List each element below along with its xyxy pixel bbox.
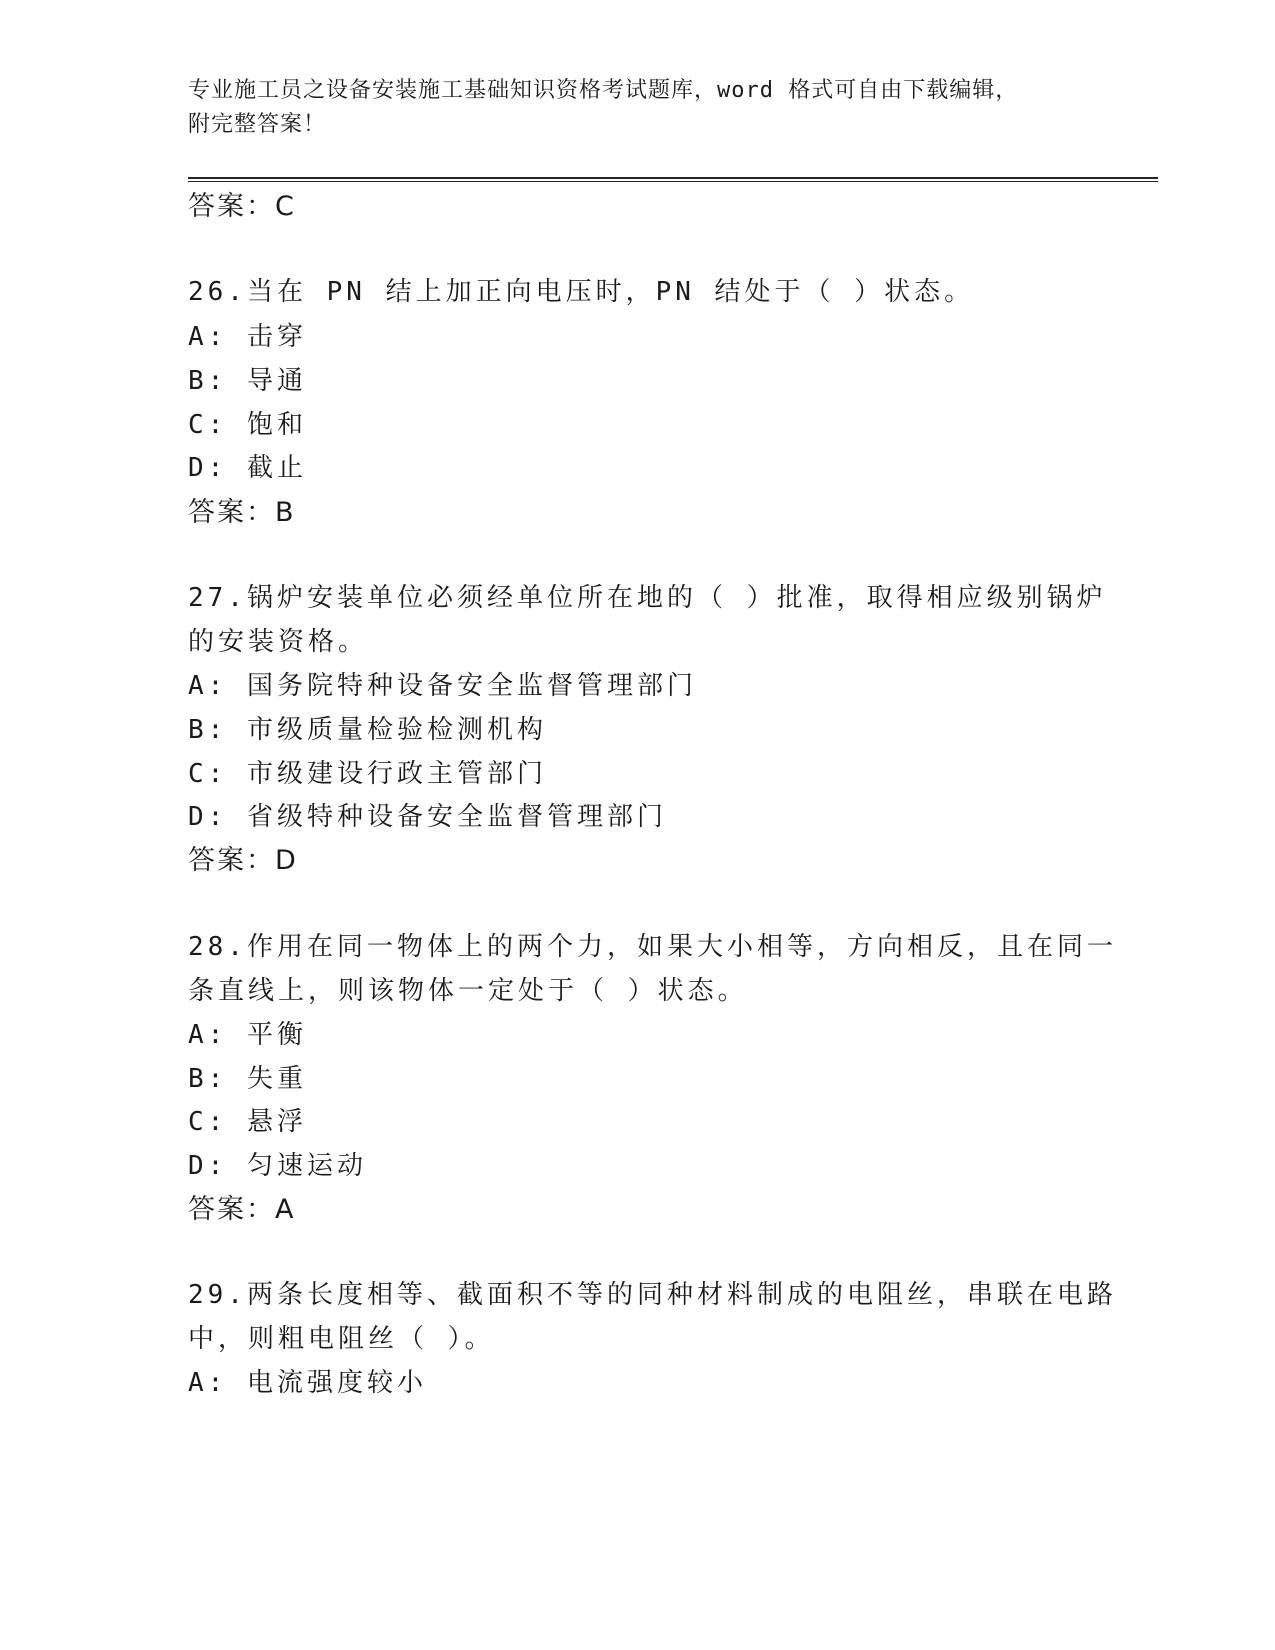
option-a: A: 国务院特种设备安全监督管理部门	[188, 671, 697, 701]
header-line-1: 专业施工员之设备安装施工基础知识资格考试题库，word 格式可自由下载编辑，	[188, 78, 1019, 103]
option-d: D: 省级特种设备安全监督管理部门	[188, 802, 667, 832]
option-d: D: 截止	[188, 453, 307, 483]
option-d: D: 匀速运动	[188, 1151, 367, 1181]
answer-line: 答案：C	[188, 191, 296, 222]
option-c: C: 市级建设行政主管部门	[188, 759, 547, 789]
question-stem: 28.作用在同一物体上的两个力，如果大小相等，方向相反，且在同一	[188, 932, 1117, 962]
question-stem-continued: 的安装资格。	[188, 627, 369, 657]
option-c: C: 饱和	[188, 410, 307, 440]
answer-line: 答案：D	[188, 845, 298, 876]
option-a: A: 击穿	[188, 322, 307, 352]
answer-line: 答案：A	[188, 1194, 296, 1225]
header-line-2: 附完整答案！	[188, 112, 327, 137]
header-divider	[188, 177, 1158, 182]
document-header	[188, 74, 1088, 142]
question-stem: 26.当在 PN 结上加正向电压时，PN 结处于（ ）状态。	[188, 277, 975, 307]
option-b: B: 市级质量检验检测机构	[188, 715, 547, 745]
option-a: A: 平衡	[188, 1020, 307, 1050]
question-stem-continued: 中，则粗电阻丝（ ）。	[188, 1324, 495, 1354]
question-stem-continued: 条直线上，则该物体一定处于（ ）状态。	[188, 976, 748, 1006]
question-stem: 29.两条长度相等、截面积不等的同种材料制成的电阻丝，串联在电路	[188, 1280, 1117, 1310]
question-stem: 27.锅炉安装单位必须经单位所在地的（ ）批准，取得相应级别锅炉	[188, 583, 1107, 613]
option-c: C: 悬浮	[188, 1107, 307, 1137]
option-a: A: 电流强度较小	[188, 1368, 427, 1398]
option-b: B: 失重	[188, 1064, 307, 1094]
answer-line: 答案：B	[188, 497, 296, 528]
option-b: B: 导通	[188, 366, 307, 396]
